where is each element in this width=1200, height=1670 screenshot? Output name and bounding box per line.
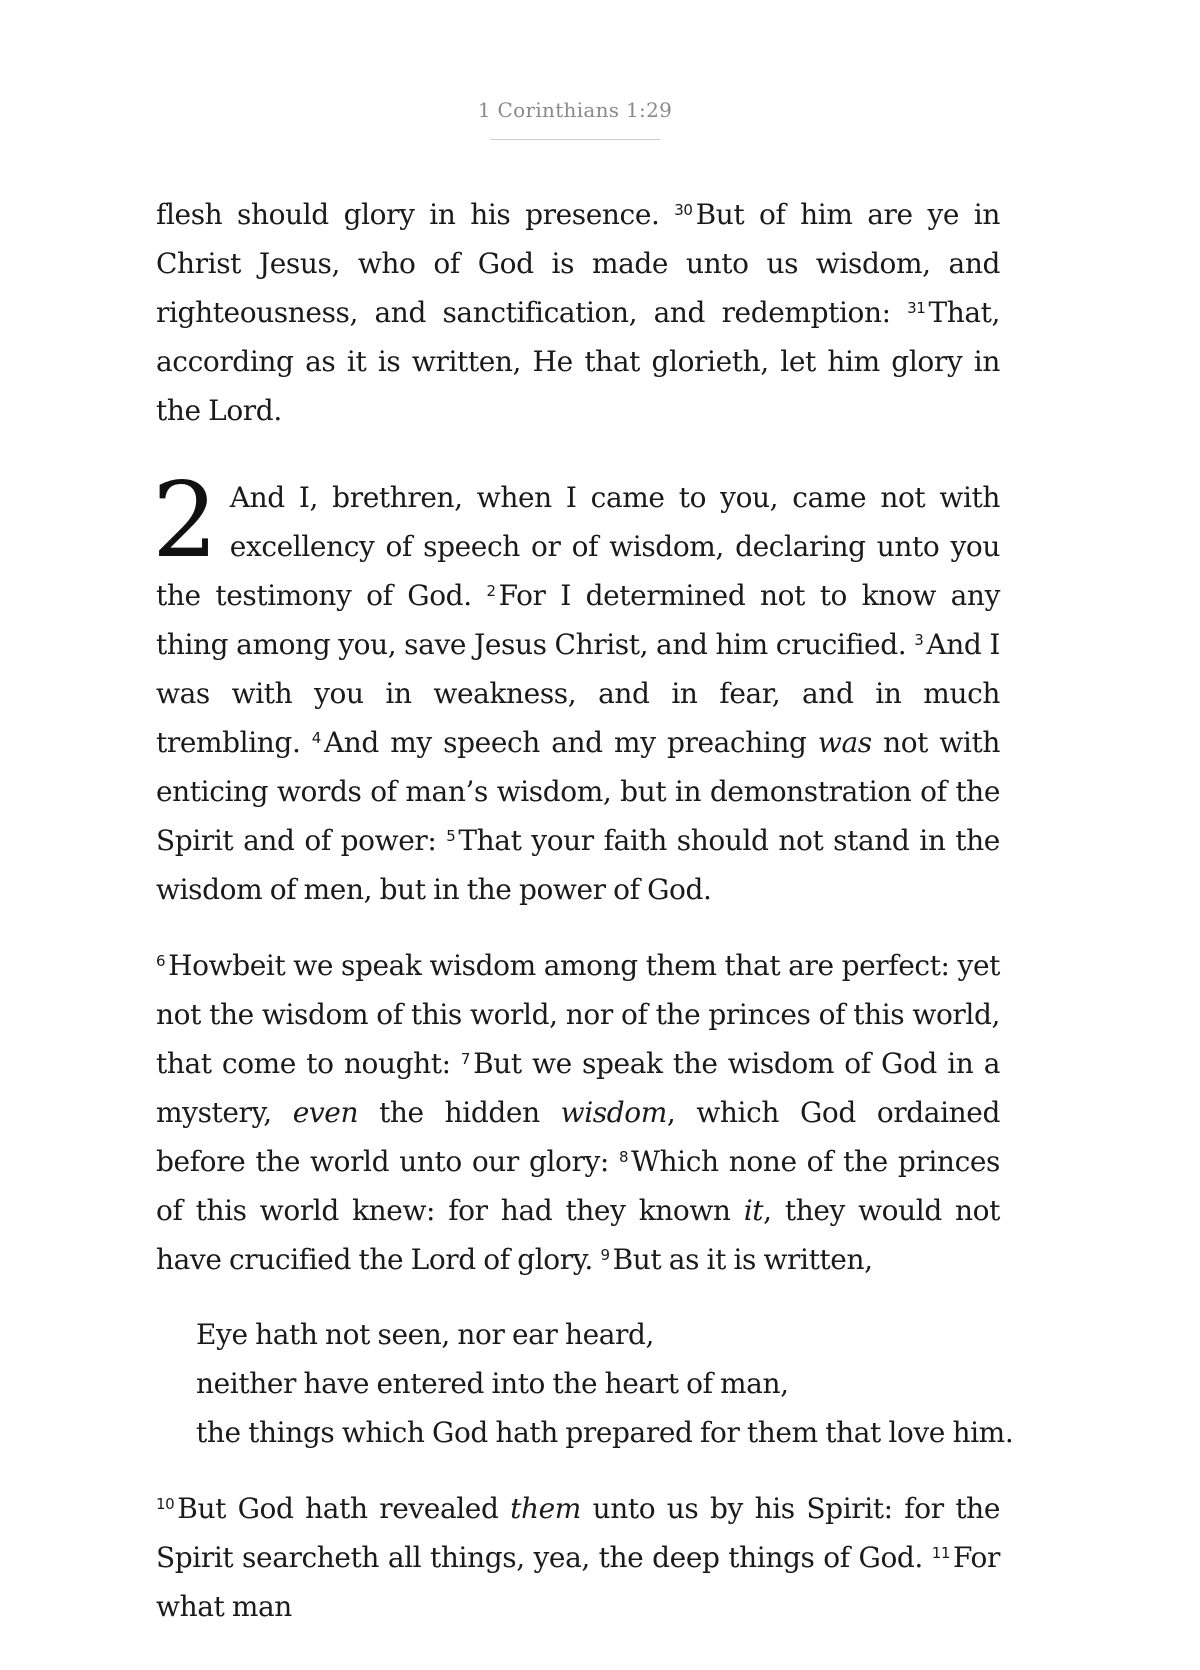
verse-text-4a: And my speech and my preaching [323, 726, 807, 759]
poetry-line: neither have entered into the heart of man, [196, 1367, 789, 1400]
paragraph-5 [156, 1484, 1000, 1631]
verse-text-6: Howbeit we speak wisdom among them that are perfect: yet not the wisdom of this world, nor of the princes of this world, that come to nought: [156, 949, 1000, 1080]
verse-text-8b: , they would not have crucified the Lord of glory. [156, 1194, 1000, 1276]
italic-word: was [817, 726, 872, 759]
verse-text-10b: unto us by his Spirit: for the Spirit searcheth all things, yea, the deep things of God. [156, 1492, 1000, 1574]
chapter-number: 2 [152, 459, 218, 581]
verse-text-5: That your faith should not stand in the wisdom of men, but in the power of God. [156, 824, 1000, 906]
verse-number-4: 4 [311, 729, 321, 747]
verse-number-6: 6 [156, 952, 166, 970]
verse-text-31: That, according as it is written, He that glorieth, let him glory in the Lord. [156, 296, 1000, 427]
paragraph-3 [156, 941, 1000, 1284]
italic-word: wisdom [560, 1096, 667, 1129]
running-head: 1 Corinthians 1:29 [477, 98, 673, 122]
chapter-2-opening [152, 459, 1000, 914]
verse-text-8a: Which none of the princes of this world knew: for had they known [156, 1145, 1000, 1227]
running-head-rule [490, 139, 660, 140]
poetry-quotation [156, 1310, 1014, 1457]
verse-text-30: But of him are ye in Christ Jesus, who of God is made unto us wisdom, and righteousness, and sanctification, and redemption: [156, 198, 1000, 329]
verse-text-7a: But we speak the wisdom of God in a mystery, [156, 1047, 1000, 1129]
verse-text-7b: the hidden [379, 1096, 540, 1129]
verse-text-4b: not with enticing words of man’s wisdom, but in demonstration of the Spirit and of power: [156, 726, 1000, 857]
verse-number-2: 2 [486, 582, 496, 600]
verse-text-2: For I determined not to know any thing among you, save Jesus Christ, and him crucified. [156, 579, 1000, 661]
verse-number-8: 8 [619, 1148, 629, 1166]
verse-number-9: 9 [600, 1246, 610, 1264]
verse-number-11: 11 [931, 1544, 951, 1562]
verse-text-7c: , which God ordained before the world unto our glory: [156, 1096, 1000, 1178]
body-text [152, 190, 1014, 1631]
verse-text-11: For what man [156, 1541, 1000, 1623]
verse-text-1: And I, brethren, when I came to you, came not with excellency of speech or of wisdom, declaring unto you the testimony of God. [156, 481, 1000, 612]
italic-word: it [743, 1194, 764, 1227]
verse-number-3: 3 [914, 631, 924, 649]
italic-word: them [510, 1492, 581, 1525]
verse-text-3: And I was with you in weakness, and in fear, and in much trembling. [156, 628, 1000, 759]
paragraph-1 [156, 190, 1000, 435]
poetry-line: the things which God hath prepared for them that love him. [196, 1416, 1014, 1449]
verse-text-9: But as it is written, [612, 1243, 873, 1276]
verse-number-31: 31 [907, 299, 926, 317]
poetry-line: Eye hath not seen, nor ear heard, [196, 1318, 655, 1351]
verse-number-10: 10 [156, 1495, 175, 1513]
verse-text-10a: But God hath revealed [177, 1492, 499, 1525]
verse-number-7: 7 [460, 1050, 471, 1068]
verse-text-29: flesh should glory in his presence. [156, 198, 660, 231]
verse-number-5: 5 [446, 827, 456, 845]
verse-number-30: 30 [674, 201, 693, 219]
italic-word: even [292, 1096, 359, 1129]
